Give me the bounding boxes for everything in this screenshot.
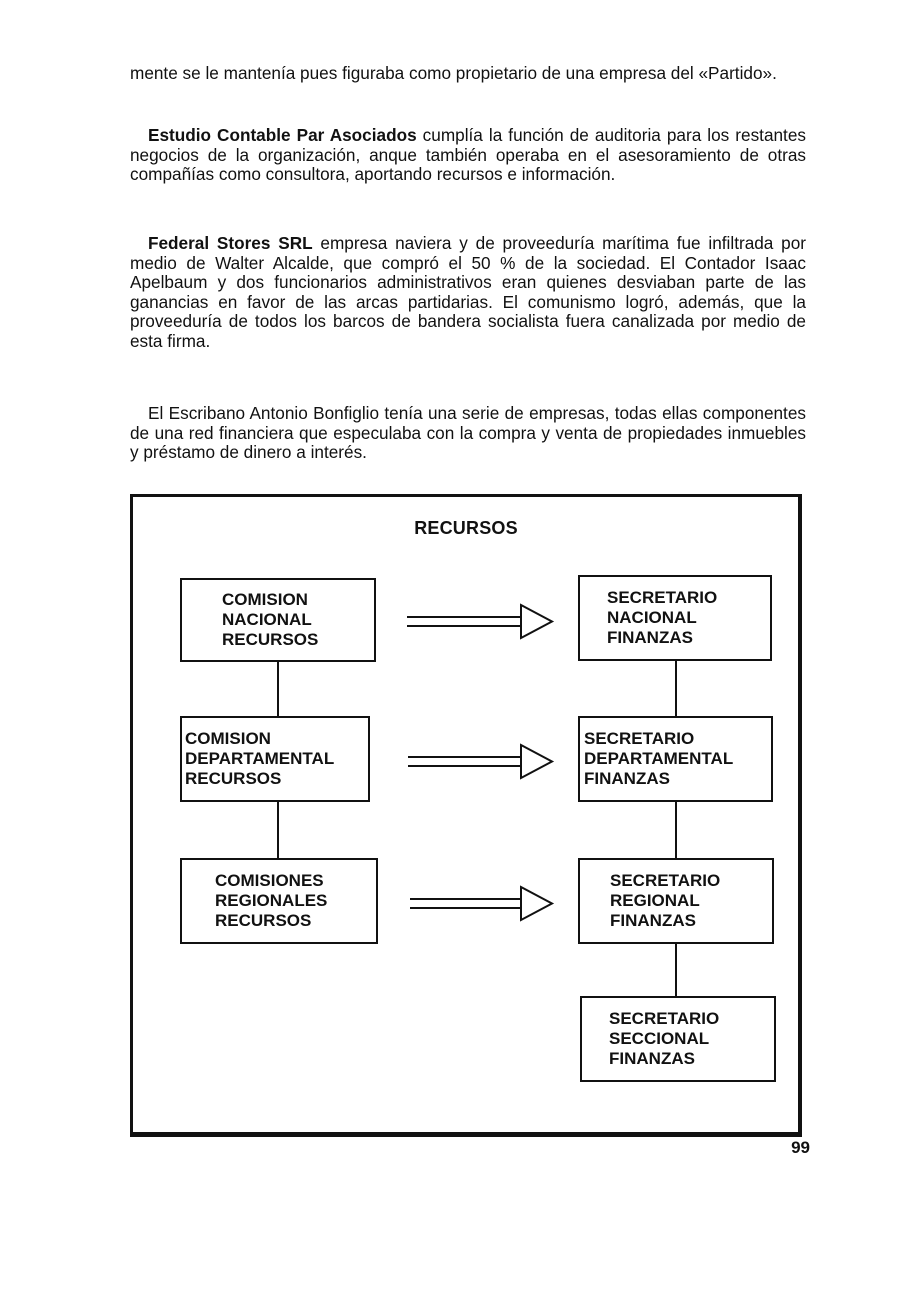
right-box-regional-line-2: REGIONAL — [610, 891, 700, 910]
right-box-regional-line-3: FINANZAS — [610, 911, 696, 930]
diagram-title: RECURSOS — [414, 518, 518, 538]
left-box-regionales-line-2: REGIONALES — [215, 891, 328, 910]
left-box-departamental-line-1: COMISION — [185, 729, 271, 748]
right-box-departamental-line-3: FINANZAS — [584, 769, 670, 788]
arrow-departamental — [408, 745, 552, 778]
right-box-departamental-line-2: DEPARTAMENTAL — [584, 749, 734, 768]
arrow-regional — [410, 887, 552, 920]
arrow-nacional — [407, 605, 552, 638]
left-box-regionales-line-3: RECURSOS — [215, 911, 312, 930]
left-box-nacional-line-1: COMISION — [222, 590, 308, 609]
right-box-regional-line-1: SECRETARIO — [610, 871, 721, 890]
paragraph-4-text: El Escribano Antonio Bonfiglio tenía una serie de empresas, todas ellas componentes de una red financiera que especulaba con la compra y venta de propiedades inmuebles y préstamo de dinero a interés. — [130, 403, 806, 463]
left-box-nacional-line-3: RECURSOS — [222, 630, 319, 649]
right-box-seccional-line-1: SECRETARIO — [609, 1009, 720, 1028]
right-box-departamental-line-1: SECRETARIO — [584, 729, 695, 748]
left-box-departamental-line-2: DEPARTAMENTAL — [185, 749, 335, 768]
page-number: 99 — [791, 1138, 810, 1157]
paragraph-2-lead: Estudio Contable Par Asociados — [148, 125, 417, 145]
right-box-nacional-line-2: NACIONAL — [607, 608, 697, 627]
paragraph-3-text: empresa naviera y de proveeduría marítima fue infiltrada por medio de Walter Alcalde, que compró el 50 % de la sociedad. El Contador Isaac Apelbaum y dos funcionarios administrativos eran quienes desviaban parte de las ganancias en favor de las arcas partidarias. El comunismo logró, además, que la proveeduría de todos los barcos de bandera socialista fuera canalizada por medio de esta firma. — [130, 233, 807, 351]
paragraph-1-text: mente se le mantenía pues figuraba como propietario de una empresa del «Partido». — [130, 63, 777, 83]
left-box-departamental-line-3: RECURSOS — [185, 769, 282, 788]
paragraph-3-lead: Federal Stores SRL — [148, 233, 313, 253]
right-box-seccional-line-3: FINANZAS — [609, 1049, 695, 1068]
left-box-nacional-line-2: NACIONAL — [222, 610, 312, 629]
right-box-nacional-line-3: FINANZAS — [607, 628, 693, 647]
right-box-seccional-line-2: SECCIONAL — [609, 1029, 710, 1048]
left-box-regionales-line-1: COMISIONES — [215, 871, 324, 890]
right-box-nacional-line-1: SECRETARIO — [607, 588, 718, 607]
paragraph-2-text: cumplía la función de auditoria para los restantes negocios de la organización, anque también operaba en el asesoramiento de otras compañías como consultora, aportando recursos e información. — [130, 125, 806, 185]
